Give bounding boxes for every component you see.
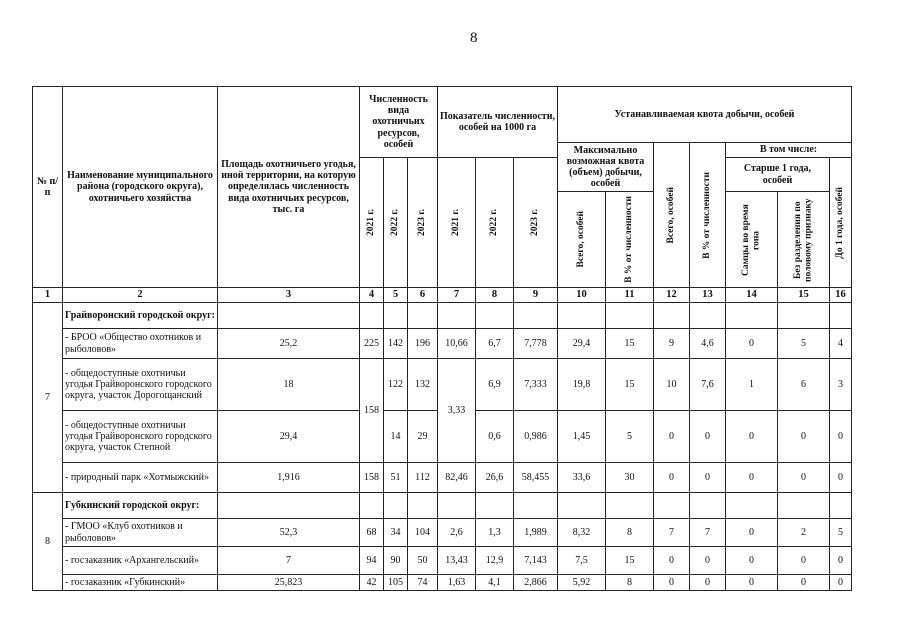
row-max-pct: 30 (606, 463, 654, 493)
row-p2021-merged: 158 (360, 359, 384, 463)
col-number: 10 (558, 288, 606, 303)
row-males: 0 (726, 411, 778, 463)
row-nosex: 6 (778, 359, 830, 411)
header-population: Численность вида охотничьих ресурсов, особей (360, 87, 438, 158)
row-d2023: 0,986 (514, 411, 558, 463)
row-p2022: 51 (384, 463, 408, 493)
row-young: 5 (830, 519, 852, 547)
row-d2023: 58,455 (514, 463, 558, 493)
row-d2021: 1,63 (438, 575, 476, 591)
row-d2021: 2,6 (438, 519, 476, 547)
header-max-total: Всего, особей (576, 211, 587, 268)
col-number: 16 (830, 288, 852, 303)
row-max-total: 1,45 (558, 411, 606, 463)
row-max-pct: 8 (606, 519, 654, 547)
row-max-total: 33,6 (558, 463, 606, 493)
row-area: 52,3 (218, 519, 360, 547)
row-d2021-merged: 3,33 (438, 359, 476, 463)
col-number: 2 (63, 288, 218, 303)
row-max-pct: 5 (606, 411, 654, 463)
header-density: Показатель численности, особей на 1000 га (438, 87, 558, 158)
header-total: Всего, особей (666, 186, 677, 244)
row-males: 0 (726, 463, 778, 493)
row-d2023: 7,778 (514, 329, 558, 359)
row-d2022: 6,9 (476, 359, 514, 411)
row-pct: 7,6 (690, 359, 726, 411)
table-row (33, 575, 852, 591)
row-young: 4 (830, 329, 852, 359)
row-nosex: 0 (778, 463, 830, 493)
col-number: 11 (606, 288, 654, 303)
col-number: 15 (778, 288, 830, 303)
row-nosex: 2 (778, 519, 830, 547)
row-name: - общедоступные охотничьи угодья Грайворонского городского округа, участок Степной (63, 411, 218, 463)
page-number: 8 (470, 30, 478, 46)
row-p2021: 42 (360, 575, 384, 591)
row-d2023: 7,333 (514, 359, 558, 411)
row-total: 0 (654, 411, 690, 463)
row-p2023: 112 (408, 463, 438, 493)
district-title-row (33, 303, 852, 329)
row-p2023: 132 (408, 359, 438, 411)
row-d2022: 1,3 (476, 519, 514, 547)
row-max-pct: 8 (606, 575, 654, 591)
quota-table (32, 86, 852, 591)
row-area: 25,823 (218, 575, 360, 591)
row-max-pct: 15 (606, 359, 654, 411)
row-young: 0 (830, 463, 852, 493)
header-quota: Устанавливаемая квота добычи, особей (558, 87, 852, 143)
header-pop-2021: 2021 г. (366, 209, 377, 236)
row-d2023: 1,989 (514, 519, 558, 547)
row-area: 18 (218, 359, 360, 411)
header-max-pct: В % от численности (624, 196, 635, 283)
row-max-pct: 15 (606, 329, 654, 359)
row-males: 0 (726, 519, 778, 547)
row-d2021: 10,66 (438, 329, 476, 359)
col-number: 4 (360, 288, 384, 303)
row-max-total: 5,92 (558, 575, 606, 591)
row-max-total: 19,8 (558, 359, 606, 411)
col-number: 1 (33, 288, 63, 303)
row-total: 9 (654, 329, 690, 359)
header-young: До 1 года, особей (835, 186, 846, 259)
row-nosex: 0 (778, 411, 830, 463)
col-number: 7 (438, 288, 476, 303)
row-young: 0 (830, 411, 852, 463)
header-den-2022: 2022 г. (489, 209, 500, 236)
header-max-quota: Максимально возможная квота (объем) добычи, особей (558, 143, 654, 192)
row-p2021: 68 (360, 519, 384, 547)
row-p2023: 29 (408, 411, 438, 463)
row-p2022: 14 (384, 411, 408, 463)
row-nosex: 5 (778, 329, 830, 359)
header-pct: В % от численности (702, 171, 713, 259)
row-name: - ГМОО «Клуб охотников и рыболовов» (63, 519, 218, 547)
row-total: 10 (654, 359, 690, 411)
row-max-pct: 15 (606, 547, 654, 575)
table-row (33, 329, 852, 359)
table-row (33, 463, 852, 493)
row-total: 0 (654, 575, 690, 591)
row-young: 0 (830, 547, 852, 575)
row-area: 25,2 (218, 329, 360, 359)
table-row (33, 519, 852, 547)
header-den-2023: 2023 г. (530, 209, 541, 236)
row-total: 0 (654, 547, 690, 575)
row-males: 0 (726, 575, 778, 591)
row-young: 3 (830, 359, 852, 411)
row-d2023: 7,143 (514, 547, 558, 575)
row-p2023: 104 (408, 519, 438, 547)
row-pct: 0 (690, 463, 726, 493)
row-males: 0 (726, 329, 778, 359)
row-area: 7 (218, 547, 360, 575)
row-p2022: 34 (384, 519, 408, 547)
row-name: - общедоступные охотничьи угодья Грайворонского городского округа, участок Дорогощанский (63, 359, 218, 411)
row-pct: 0 (690, 547, 726, 575)
col-number: 8 (476, 288, 514, 303)
header-older: Старше 1 года, особей (726, 158, 830, 192)
row-name: - госзаказник «Архангельский» (63, 547, 218, 575)
row-p2022: 122 (384, 359, 408, 411)
row-p2021: 158 (360, 463, 384, 493)
row-pct: 4,6 (690, 329, 726, 359)
table-row (33, 359, 852, 411)
col-number: 6 (408, 288, 438, 303)
col-number: 13 (690, 288, 726, 303)
header-den-2021: 2021 г. (451, 209, 462, 236)
row-d2022: 4,1 (476, 575, 514, 591)
district-title: Губкинский городской округ: (63, 493, 218, 519)
row-pct: 0 (690, 575, 726, 591)
district-title-row (33, 493, 852, 519)
row-max-total: 29,4 (558, 329, 606, 359)
row-d2021: 13,43 (438, 547, 476, 575)
row-p2023: 196 (408, 329, 438, 359)
row-area: 1,916 (218, 463, 360, 493)
header-pop-2022: 2022 г. (390, 209, 401, 236)
row-pct: 0 (690, 411, 726, 463)
col-number: 14 (726, 288, 778, 303)
district-title: Грайворонский городской округ: (63, 303, 218, 329)
row-p2022: 90 (384, 547, 408, 575)
row-nosex: 0 (778, 547, 830, 575)
header-area: Площадь охотничьего угодья, иной территории, на которую определялась численность вида охотничьих ресурсов, тыс. га (218, 87, 360, 288)
header-nosex: Без разделения по половому признаку (792, 197, 814, 282)
row-males: 0 (726, 547, 778, 575)
row-d2021: 82,46 (438, 463, 476, 493)
district-number: 8 (33, 493, 63, 591)
row-max-total: 8,32 (558, 519, 606, 547)
header-including: В том числе: (726, 143, 852, 158)
row-total: 0 (654, 463, 690, 493)
row-nosex: 0 (778, 575, 830, 591)
row-young: 0 (830, 575, 852, 591)
header-pop-2023: 2023 г. (417, 209, 428, 236)
row-p2022: 142 (384, 329, 408, 359)
header-males: Самцы во время гона (740, 203, 762, 276)
table-row (33, 547, 852, 575)
row-max-total: 7,5 (558, 547, 606, 575)
row-p2023: 50 (408, 547, 438, 575)
header-name: Наименование муниципального района (городского округа), охотничьего хозяйства (63, 87, 218, 288)
header-num: № п/п (33, 87, 63, 288)
row-p2022: 105 (384, 575, 408, 591)
row-p2021: 94 (360, 547, 384, 575)
row-name: - природный парк «Хотмыжский» (63, 463, 218, 493)
row-p2021: 225 (360, 329, 384, 359)
row-name: - госзаказник «Губкинский» (63, 575, 218, 591)
row-d2022: 12,9 (476, 547, 514, 575)
row-d2022: 0,6 (476, 411, 514, 463)
district-number: 7 (33, 303, 63, 493)
row-pct: 7 (690, 519, 726, 547)
row-males: 1 (726, 359, 778, 411)
row-d2022: 26,6 (476, 463, 514, 493)
row-area: 29,4 (218, 411, 360, 463)
row-p2023: 74 (408, 575, 438, 591)
col-number: 5 (384, 288, 408, 303)
col-number: 12 (654, 288, 690, 303)
column-numbers-row (33, 288, 852, 303)
col-number: 9 (514, 288, 558, 303)
row-name: - БРОО «Общество охотников и рыболовов» (63, 329, 218, 359)
row-d2022: 6,7 (476, 329, 514, 359)
row-total: 7 (654, 519, 690, 547)
row-d2023: 2,866 (514, 575, 558, 591)
col-number: 3 (218, 288, 360, 303)
